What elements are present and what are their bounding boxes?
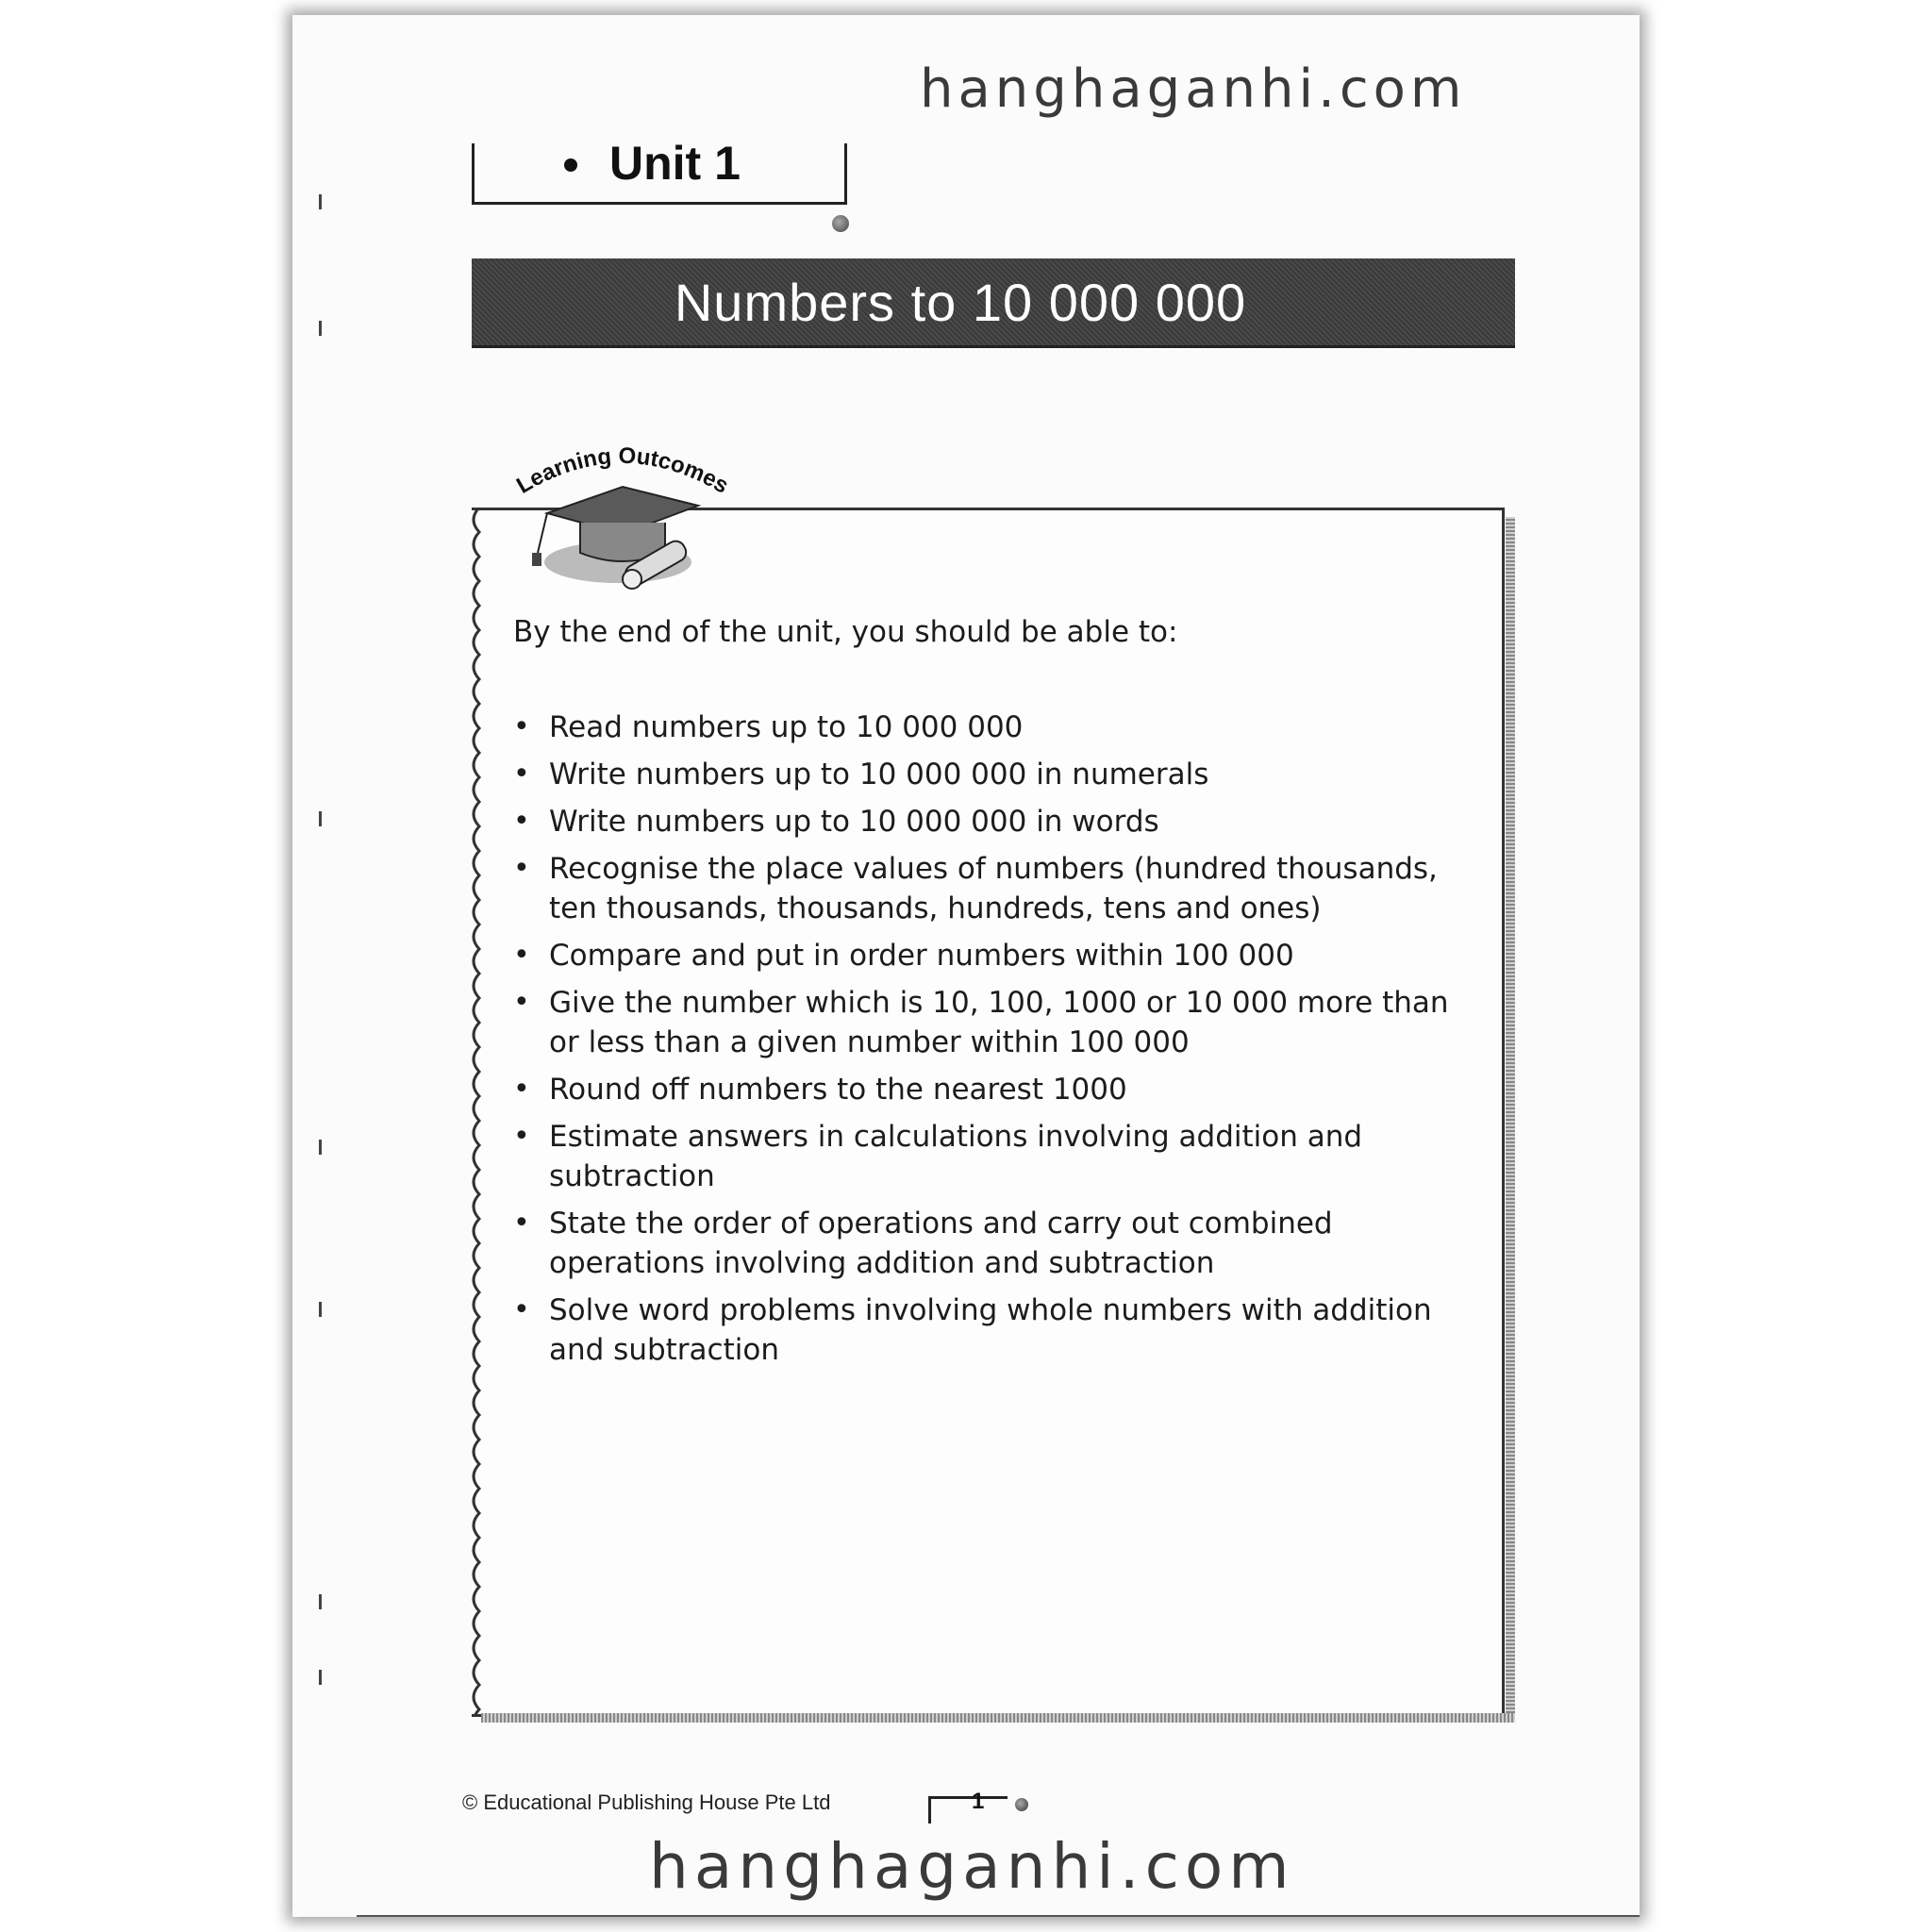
page-number: 1 <box>972 1789 985 1814</box>
wavy-border <box>466 508 492 1717</box>
margin-mark <box>319 1140 322 1155</box>
margin-mark <box>319 1670 322 1685</box>
watermark-top: hanghaganhi.com <box>920 58 1467 120</box>
margin-mark <box>319 811 322 826</box>
list-item: • Solve word problems involving whole numbers with addition and subtraction <box>513 1291 1475 1370</box>
page-number-bracket <box>928 1796 1008 1824</box>
list-item: • Write numbers up to 10 000 000 in numerals <box>513 755 1475 794</box>
list-item: • State the order of operations and carry out combined operations involving addition and subtraction <box>513 1204 1475 1283</box>
intro-text: By the end of the unit, you should be able to: <box>513 615 1178 649</box>
list-item: • Compare and put in order numbers within 100 000 <box>513 936 1475 975</box>
connector-knob-icon <box>832 215 849 232</box>
list-item: • Recognise the place values of numbers (hundred thousands, ten thousands, thousands, hundreds, tens and ones) <box>513 849 1475 928</box>
list-item: • Give the number which is 10, 100, 1000 or 10 000 more than or less than a given number within 100 000 <box>513 983 1475 1062</box>
list-item: • Estimate answers in calculations involving addition and subtraction <box>513 1117 1475 1196</box>
margin-mark <box>319 194 322 209</box>
outcomes-list <box>513 708 1475 1377</box>
copyright-text: © Educational Publishing House Pte Ltd <box>462 1790 831 1814</box>
list-item: • Round off numbers to the nearest 1000 <box>513 1070 1475 1109</box>
title-bar <box>472 258 1515 348</box>
graduation-cap-icon <box>509 411 736 591</box>
watermark-bottom: hanghaganhi.com <box>649 1830 1295 1903</box>
bullet-icon <box>564 158 577 172</box>
margin-mark <box>319 321 322 336</box>
margin-mark <box>319 1594 322 1609</box>
margin-mark <box>319 1302 322 1317</box>
unit-label: Unit 1 <box>609 137 741 190</box>
box-shadow <box>1506 517 1515 1721</box>
page-title: Numbers to 10 000 000 <box>674 272 1247 332</box>
list-item: • Write numbers up to 10 000 000 in words <box>513 802 1475 841</box>
connector-knob-icon <box>1015 1798 1028 1811</box>
list-item: • Read numbers up to 10 000 000 <box>513 708 1475 747</box>
bottom-rule <box>357 1915 1640 1917</box>
badge-label: Learning Outcomes <box>512 442 733 499</box>
box-shadow <box>481 1713 1515 1723</box>
